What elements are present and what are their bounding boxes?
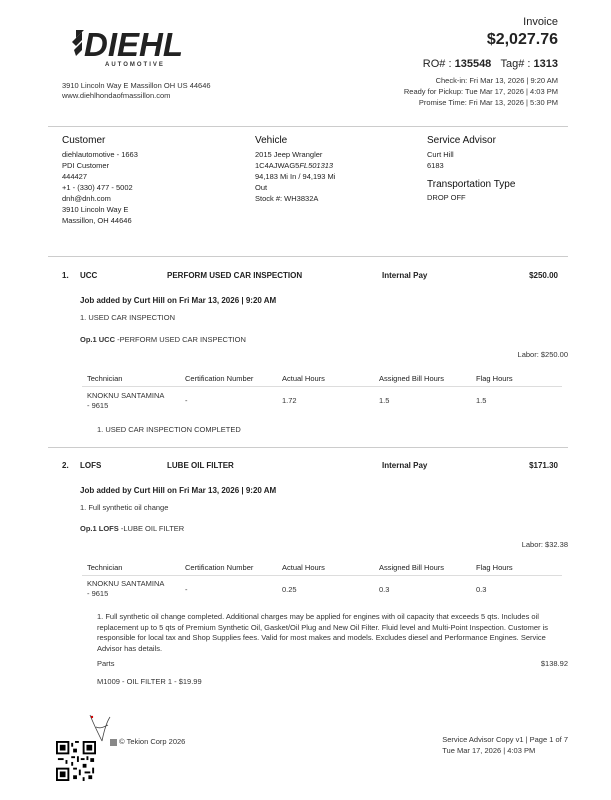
transport-type: DROP OFF xyxy=(427,193,466,202)
checkin-time: Check-in: Fri Mar 13, 2026 | 9:20 AM xyxy=(435,76,558,85)
job-concern: 1. USED CAR INSPECTION xyxy=(80,313,176,322)
customer-type: PDI Customer xyxy=(62,161,110,170)
divider xyxy=(48,256,568,257)
vehicle-heading: Vehicle xyxy=(255,135,288,146)
vehicle-section xyxy=(255,135,365,204)
th-technician: Technician xyxy=(87,374,123,383)
table-divider xyxy=(82,386,562,387)
customer-heading: Customer xyxy=(62,135,106,146)
th-assigned: Assigned Bill Hours xyxy=(379,374,445,383)
th-flag: Flag Hours xyxy=(476,563,513,572)
job-operation: Op.1 LOFS -LUBE OIL FILTER xyxy=(80,524,185,533)
job-title: PERFORM USED CAR INSPECTION xyxy=(167,271,303,280)
transport-heading: Transportation Type xyxy=(427,179,516,190)
td-assigned: 0.3 xyxy=(379,585,390,594)
logo-wordmark: DIEHL xyxy=(84,26,183,63)
job-added: Job added by Curt Hill on Fri Mar 13, 2026 | 9:20 AM xyxy=(80,486,277,495)
job-concern: 1. Full synthetic oil change xyxy=(80,503,169,512)
job-amount: $250.00 xyxy=(529,271,558,280)
customer-city: Massillon, OH 44646 xyxy=(62,216,132,225)
td-cert: - xyxy=(185,585,188,594)
vehicle-model: 2015 Jeep Wrangler xyxy=(255,150,323,159)
job-note: 1. Full synthetic oil change completed. Additional charges may be applied for engines with oil capacity that exceeds 5 qts. Includes oil replacement up to 5 qts of Premium Synthetic Oil, Gasket/Oil Plug and New Oil Filter. Fluid level and Multi-Point Inspection. Customer is responsible for local tax and Shop Supplies fees. Valid for most makes and models. Excludes diesel and Performance Engines. Service Advisor has details. xyxy=(97,612,549,653)
th-flag: Flag Hours xyxy=(476,374,513,383)
job-code: LOFS xyxy=(80,461,102,470)
promise-time: Promise Time: Fri Mar 13, 2026 | 5:30 PM xyxy=(418,98,558,107)
job-labor: Labor: $250.00 xyxy=(517,350,568,359)
th-actual: Actual Hours xyxy=(282,374,325,383)
parts-total: $138.92 xyxy=(540,659,568,668)
th-cert: Certification Number xyxy=(185,374,254,383)
logo-subtitle: AUTOMOTIVE xyxy=(105,62,165,68)
advisor-id: 6183 xyxy=(427,161,444,170)
parts-label: Parts xyxy=(97,659,115,668)
company-address-block xyxy=(62,81,211,101)
printed-time: Tue Mar 17, 2026 | 4:03 PM xyxy=(442,746,536,755)
job-labor: Labor: $32.38 xyxy=(521,540,568,549)
invoice-total: $2,027.76 xyxy=(486,31,558,48)
ro-value: 135548 xyxy=(454,58,492,70)
job-added: Job added by Curt Hill on Fri Mar 13, 2026 | 9:20 AM xyxy=(80,296,277,305)
job-operation: Op.1 UCC -PERFORM USED CAR INSPECTION xyxy=(80,335,246,344)
job-code: UCC xyxy=(80,271,98,280)
customer-phone: +1 - (330) 477 - 5002 xyxy=(62,183,133,192)
advisor-name: Curt Hill xyxy=(427,150,454,159)
part-line: M1009 - OIL FILTER 1 - $19.99 xyxy=(97,677,202,686)
table-divider xyxy=(82,575,562,576)
td-cert: - xyxy=(185,396,188,405)
job-note: 1. USED CAR INSPECTION COMPLETED xyxy=(97,425,241,434)
job-number: 2. xyxy=(62,461,69,470)
footer-info xyxy=(442,734,568,756)
customer-name: diehlautomotive - 1663 xyxy=(62,150,138,159)
td-technician: KNOKNU SANTAMINA - 9615 xyxy=(87,391,165,410)
th-assigned: Assigned Bill Hours xyxy=(379,563,445,572)
tag-value: 1313 xyxy=(533,58,558,70)
customer-street: 3910 Lincoln Way E xyxy=(62,205,129,214)
td-technician: KNOKNU SANTAMINA - 9615 xyxy=(87,579,165,598)
company-website[interactable]: www.diehlhondaofmassillon.com xyxy=(62,91,171,100)
copy-line: Service Advisor Copy v1 | Page 1 of 7 xyxy=(442,735,568,744)
copyright: © Tekion Corp 2026 xyxy=(110,737,185,746)
customer-section xyxy=(62,135,138,226)
ready-time: Ready for Pickup: Tue Mar 17, 2026 | 4:03 PM xyxy=(403,87,558,96)
vehicle-miles: 94,183 Mi In / 94,193 Mi xyxy=(255,172,336,181)
vehicle-stock: Stock #: WH3832A xyxy=(255,194,319,203)
td-actual: 1.72 xyxy=(282,396,297,405)
job-pay: Internal Pay xyxy=(382,271,428,280)
vehicle-vin: 1C4AJWAG5FL501313 xyxy=(255,161,334,170)
divider xyxy=(48,447,568,448)
job-title: LUBE OIL FILTER xyxy=(167,461,234,470)
invoice-dates xyxy=(404,75,558,108)
customer-id: 444427 xyxy=(62,172,88,181)
job-amount: $171.30 xyxy=(529,461,558,470)
ro-tag-line xyxy=(423,58,558,70)
vehicle-miles-cont: Out xyxy=(255,183,268,192)
td-flag: 1.5 xyxy=(476,396,487,405)
td-actual: 0.25 xyxy=(282,585,297,594)
company-address: 3910 Lincoln Way E Massillon OH US 44646 xyxy=(62,81,211,90)
td-flag: 0.3 xyxy=(476,585,487,594)
th-cert: Certification Number xyxy=(185,563,254,572)
diehl-logo xyxy=(72,26,190,66)
td-assigned: 1.5 xyxy=(379,396,390,405)
job-number: 1. xyxy=(62,271,69,280)
advisor-section xyxy=(427,135,515,203)
advisor-heading: Service Advisor xyxy=(427,135,496,146)
ro-label: RO# : xyxy=(422,58,452,70)
tag-label: Tag# : xyxy=(500,58,531,70)
th-actual: Actual Hours xyxy=(282,563,325,572)
tekion-icon xyxy=(110,739,117,746)
invoice-title: Invoice xyxy=(523,16,558,28)
th-technician: Technician xyxy=(87,563,123,572)
qr-code[interactable] xyxy=(56,741,96,781)
divider xyxy=(48,126,568,127)
customer-email: dnh@dnh.com xyxy=(62,194,111,203)
job-pay: Internal Pay xyxy=(382,461,428,470)
